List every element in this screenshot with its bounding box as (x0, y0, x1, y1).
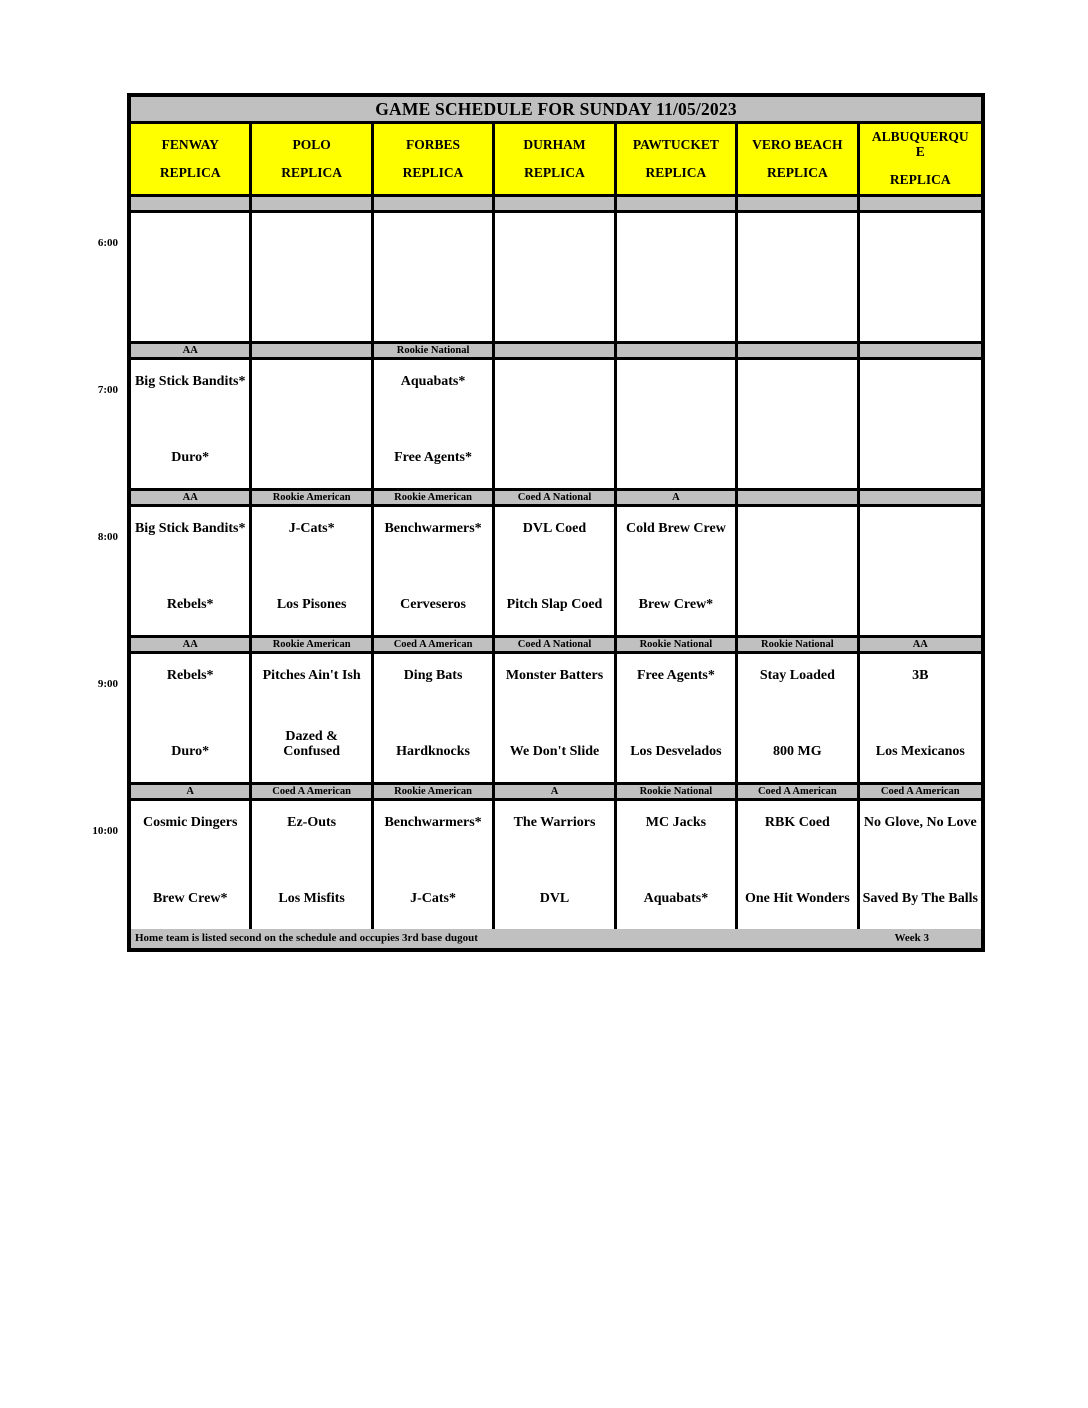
game-cell (738, 213, 859, 341)
game-cell (252, 360, 373, 488)
game-row (97, 507, 981, 638)
park-city: PAWTUCKET (632, 136, 719, 152)
park-label: REPLICA (766, 164, 828, 180)
division-label: Coed A National (495, 491, 616, 504)
division-row (131, 197, 981, 213)
away-team: 3B (912, 668, 929, 683)
game-cell (738, 507, 859, 635)
division-label: Rookie American (374, 785, 495, 798)
division-label (860, 197, 981, 210)
home-team: Los Misfits (278, 891, 345, 907)
division-label (617, 344, 738, 357)
park-header-vero-beach (738, 124, 859, 194)
time-label: 10:00 (92, 825, 118, 837)
park-label: REPLICA (645, 164, 707, 180)
away-team: Stay Loaded (759, 668, 835, 683)
away-team: Ez-Outs (287, 815, 337, 830)
home-team: Brew Crew* (638, 597, 714, 613)
away-team: Big Stick Bandits* (134, 374, 246, 389)
division-label (617, 197, 738, 210)
game-cell (617, 654, 738, 782)
game-row (97, 654, 981, 785)
home-team: Free Agents* (394, 450, 472, 466)
home-team: Hardknocks (396, 744, 471, 760)
home-team: 800 MG (773, 744, 822, 760)
away-team: Free Agents* (636, 668, 715, 683)
park-label: REPLICA (159, 164, 221, 180)
away-team: RBK Coed (764, 815, 830, 830)
division-label (738, 491, 859, 504)
division-label (131, 197, 252, 210)
away-team: No Glove, No Love (863, 815, 977, 830)
home-team: Duro* (171, 450, 210, 466)
away-team: The Warriors (513, 815, 596, 830)
division-row (131, 344, 981, 360)
division-label (374, 197, 495, 210)
park-header-pawtucket (617, 124, 738, 194)
schedule-title: GAME SCHEDULE FOR SUNDAY 11/05/2023 (375, 99, 737, 119)
division-label: Coed A American (738, 785, 859, 798)
park-header-row (131, 124, 981, 197)
game-cell (252, 507, 373, 635)
game-cell (131, 801, 252, 929)
away-team: Cosmic Dingers (142, 815, 238, 830)
game-cell (131, 360, 252, 488)
game-cell (617, 213, 738, 341)
home-team: Cerveseros (400, 597, 466, 613)
division-label: Rookie National (738, 638, 859, 651)
division-label (860, 344, 981, 357)
game-cell (252, 654, 373, 782)
park-header-albuquerque (860, 124, 981, 194)
game-cell (131, 654, 252, 782)
home-team: We Don't Slide (509, 744, 600, 760)
park-city: FENWAY (161, 136, 219, 152)
away-team: Ding Bats (403, 668, 463, 683)
home-team: Brew Crew* (152, 891, 228, 907)
division-label: AA (860, 638, 981, 651)
park-city: VERO BEACH (752, 136, 843, 152)
footer-note: Home team is listed second on the schedule and occupies 3rd base dugout (135, 932, 478, 944)
game-cell (252, 801, 373, 929)
game-cell (495, 360, 616, 488)
game-cell (374, 654, 495, 782)
game-cell (495, 801, 616, 929)
division-label: Rookie American (252, 491, 373, 504)
division-label (495, 197, 616, 210)
division-label (738, 344, 859, 357)
away-team: Rebels* (166, 668, 214, 683)
time-label: 6:00 (97, 237, 118, 249)
park-label: REPLICA (524, 164, 585, 180)
game-row (92, 801, 981, 929)
park-city: POLO (292, 136, 331, 152)
home-team: One Hit Wonders (744, 891, 850, 907)
division-row (131, 638, 981, 654)
game-cell (374, 507, 495, 635)
division-label (738, 197, 859, 210)
division-label (495, 344, 616, 357)
home-team: DVL (539, 891, 570, 907)
park-header-polo (252, 124, 373, 194)
game-cell (131, 213, 252, 341)
park-city: ALBUQUERQUE (871, 129, 969, 160)
game-cell (860, 213, 981, 341)
home-team: Duro* (171, 744, 210, 760)
division-label: Coed A National (495, 638, 616, 651)
away-team: DVL Coed (522, 521, 587, 536)
home-team: Los Mexicanos (875, 744, 965, 760)
game-cell (374, 801, 495, 929)
division-row (131, 491, 981, 507)
division-label: AA (131, 638, 252, 651)
away-team: Aquabats* (400, 374, 466, 389)
game-cell (131, 507, 252, 635)
home-team: Dazed & Confused (283, 728, 341, 760)
away-team: MC Jacks (645, 815, 707, 830)
game-cell (860, 507, 981, 635)
away-team: J-Cats* (288, 521, 335, 536)
time-slots (92, 197, 981, 929)
game-cell (374, 213, 495, 341)
division-label: Rookie American (252, 638, 373, 651)
division-label: A (131, 785, 252, 798)
park-city: DURHAM (523, 136, 586, 152)
division-label: Rookie National (374, 344, 495, 357)
away-team: Benchwarmers* (384, 815, 482, 830)
division-label: Rookie National (617, 785, 738, 798)
division-label: A (495, 785, 616, 798)
away-team: Monster Batters (505, 668, 604, 683)
division-label: Rookie National (617, 638, 738, 651)
game-cell (860, 801, 981, 929)
away-team: Pitches Ain't Ish (262, 668, 361, 683)
division-label: AA (131, 344, 252, 357)
game-cell (617, 360, 738, 488)
home-team: Los Pisones (276, 597, 347, 613)
park-label: REPLICA (281, 164, 343, 180)
park-header-fenway (131, 124, 252, 194)
game-cell (738, 654, 859, 782)
division-label: A (617, 491, 738, 504)
division-label: Coed A American (252, 785, 373, 798)
division-label: Coed A American (374, 638, 495, 651)
park-header-durham (495, 124, 616, 194)
game-cell (738, 360, 859, 488)
week-label: Week 3 (894, 932, 929, 944)
division-label (252, 197, 373, 210)
game-cell (860, 654, 981, 782)
division-row (131, 785, 981, 801)
game-row (97, 213, 981, 344)
game-cell (252, 213, 373, 341)
game-cell (374, 360, 495, 488)
park-label: REPLICA (402, 164, 464, 180)
division-label: Coed A American (860, 785, 981, 798)
division-label: AA (131, 491, 252, 504)
division-label (860, 491, 981, 504)
home-team: Aquabats* (643, 891, 709, 907)
schedule-table (92, 93, 985, 952)
park-header-forbes (374, 124, 495, 194)
game-cell (617, 801, 738, 929)
home-team: Saved By The Balls (862, 891, 978, 907)
home-team: Los Desvelados (630, 744, 722, 760)
park-label: REPLICA (889, 171, 951, 187)
home-team: Pitch Slap Coed (506, 597, 603, 613)
game-cell (738, 801, 859, 929)
time-label: 8:00 (97, 531, 118, 543)
time-label: 7:00 (97, 384, 118, 396)
footer-row (131, 929, 981, 948)
title-row (131, 97, 981, 124)
park-city: FORBES (406, 136, 461, 152)
game-cell (617, 507, 738, 635)
away-team: Big Stick Bandits* (134, 521, 246, 536)
division-label: Rookie American (374, 491, 495, 504)
game-cell (495, 213, 616, 341)
time-label: 9:00 (97, 678, 118, 690)
home-team: J-Cats* (410, 891, 456, 907)
game-cell (495, 507, 616, 635)
game-cell (495, 654, 616, 782)
away-team: Benchwarmers* (384, 521, 482, 536)
game-row (97, 360, 981, 491)
away-team: Cold Brew Crew (626, 521, 726, 536)
home-team: Rebels* (166, 597, 214, 613)
game-cell (860, 360, 981, 488)
division-label (252, 344, 373, 357)
